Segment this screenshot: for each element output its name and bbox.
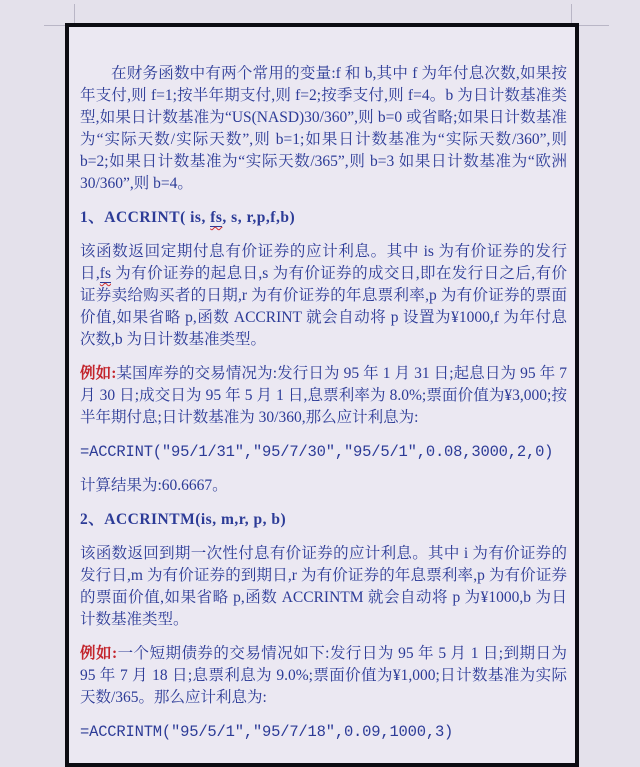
document-page — [65, 23, 579, 767]
accrint-example — [80, 363, 567, 429]
accrintm-formula: =ACCRINTM(″95/5/1″,″95/7/18″,0.09,1000,3) — [80, 723, 454, 741]
accrint-heading — [80, 207, 567, 229]
accrintm-example-label: 例如: — [80, 645, 118, 662]
accrintm-description: 该函数返回到期一次性付息有价证券的应计利息。其中 i 为有价证券的发行日,m 为有价证券的到期日,r 为有价证券的年息票利率,p 为有价证券的票面价值,如果省略 p,函数 ACCRINTM 就会自动将 p 为¥1000,b 为日计数基准类型。 — [80, 545, 567, 628]
accrint-heading-fs-arg: fs — [210, 209, 223, 226]
accrint-desc-text-cont: 为有价证券的起息日,s 为有价证券的成交日,即在发行日之后,有价证券卖给购买者的日期,r 为有价证券的年息票利率,p 为有价证券的票面价值,如果省略 p,函数 ACCRINT 就会自动将 p 设置为¥1000,f 为年付息次数,b 为日计数基准类型。 — [80, 265, 567, 348]
accrint-example-label: 例如: — [80, 365, 117, 382]
accrintm-example — [80, 643, 567, 709]
intro-text: 在财务函数中有两个常用的变量:f 和 b,其中 f 为年付息次数,如果按年支付,则 f=1;按半年期支付,则 f=2;按季支付,则 f=4。b 为日计数基准类型,如果日计数基准为“US(NASD)30/360”,则 b=0 或省略;如果日计数基准为“实际天数/实际天数”,则 b=1;如果日计数基准为“实际天数/360”,则 b=2;如果日计数基准为“实际天数/365”,则 b=3 如果日计数基准为“欧洲 30/360”,则 b=4。 — [80, 65, 567, 192]
accrintm-heading: 2、ACCRINTM(is, m,r, p, b) — [80, 511, 287, 528]
accrint-formula: =ACCRINT(″95/1/31″,″95/7/30″,″95/5/1″,0.08,3000,2,0) — [80, 443, 554, 461]
crop-mark-top-right-horizontal — [579, 25, 609, 26]
intro-paragraph — [80, 63, 567, 195]
accrint-desc-text: 该函数返回定期付息有价证券的应计利息。其中 is 为有价证券的发行日, — [80, 243, 567, 282]
accrint-example-text: 某国库券的交易情况为:发行日为 95 年 1 月 31 日;起息日为 95 年 7 月 30 日;成交日为 95 年 5 月 1 日,息票利率为 8.0%;票面价值为¥3,000;按半年期付息;日计数基准为 30/360,那么应计利息为: — [80, 365, 567, 426]
accrint-desc-fs-term: fs — [99, 265, 111, 282]
accrint-result: 计算结果为:60.6667。 — [80, 477, 228, 494]
accrint-heading-args: , s, r,p,f,b) — [222, 209, 296, 226]
accrint-description — [80, 241, 567, 351]
accrintm-example-text: 一个短期债券的交易情况如下:发行日为 95 年 5 月 1 日;到期日为 95 年 7 月 18 日;息票利息为 9.0%;票面价值为¥1,000;日计数基准为实际天数/365。那么应计利息为: — [80, 645, 567, 706]
accrint-heading-text: 1、ACCRINT( is, — [80, 209, 211, 226]
